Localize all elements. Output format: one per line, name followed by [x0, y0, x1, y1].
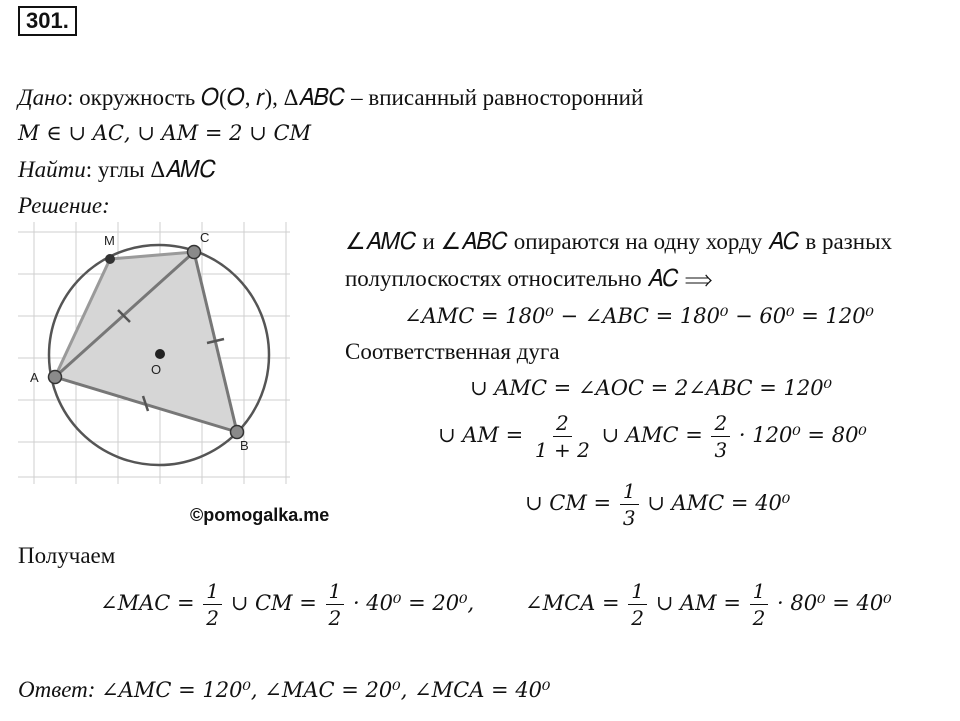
point-c	[188, 246, 201, 259]
point-o	[155, 349, 165, 359]
right-line-7	[525, 478, 790, 531]
obtain-left	[100, 578, 474, 631]
fraction: $\frac{1}{2}$	[326, 578, 345, 631]
right-line-5: ∪ 𝐴𝑀𝐶 = ∠𝐴𝑂𝐶 = 2∠𝐴𝐵𝐶 = 120⁰	[470, 376, 833, 400]
obtain-left-b: ∪ 𝐶𝑀 =	[230, 591, 317, 615]
right-line-1: ∠𝐴𝑀𝐶 и ∠𝐴𝐵𝐶 опираются на одну хорду 𝐴𝐶 в разных	[345, 229, 893, 254]
label-b: B	[240, 438, 249, 453]
obtain-right-b: ∪ 𝐴𝑀 =	[655, 591, 741, 615]
obtain-right-a: ∠𝑀𝐶𝐴 =	[525, 591, 620, 615]
label-m: M	[104, 233, 115, 248]
fraction: $\frac{1}{2}$	[203, 578, 222, 631]
right-line-2: полуплоскостях относительно 𝐴𝐶 ⟹	[345, 266, 713, 291]
label-c: C	[200, 230, 210, 245]
given-condition: 𝑀 ∈ ∪ 𝐴𝐶, ∪ 𝐴𝑀 = 2 ∪ 𝐶𝑀	[18, 121, 312, 145]
answer-text: ∠𝐴𝑀𝐶 = 120⁰, ∠𝑀𝐴𝐶 = 20⁰, ∠𝑀𝐶𝐴 = 40⁰	[101, 678, 551, 702]
obtain-label: Получаем	[18, 543, 116, 568]
point-a	[49, 371, 62, 384]
answer-line	[18, 676, 550, 704]
answer-label: Ответ:	[18, 677, 96, 702]
eq7-part-a: ∪ 𝐶𝑀 =	[525, 491, 612, 515]
eq6-part-c: · 120⁰ = 80⁰	[738, 423, 867, 447]
point-m	[105, 254, 115, 264]
fraction: $\frac{1}{2}$	[628, 578, 647, 631]
right-line-4: Соответственная дуга	[345, 339, 560, 364]
given-text: : окружность 𝑂(𝑂, 𝑟), Δ𝐴𝐵𝐶 – вписанный равносторонний	[67, 85, 644, 110]
problem-number: 301.	[18, 6, 77, 36]
fraction: $\frac{1}{2}$	[750, 578, 769, 631]
fraction: $\frac{2}{1 + 2}$	[534, 411, 590, 462]
label-o: O	[151, 362, 162, 377]
given-label: Дано	[18, 85, 68, 110]
find-text: : углы Δ𝐴𝑀𝐶	[85, 157, 217, 182]
right-line-3: ∠𝐴𝑀𝐶 = 180⁰ − ∠𝐴𝐵𝐶 = 180⁰ − 60⁰ = 120⁰	[404, 304, 874, 328]
geometry-figure	[18, 222, 290, 484]
obtain-left-a: ∠𝑀𝐴𝐶 =	[100, 591, 195, 615]
find-line	[18, 156, 216, 184]
given-line	[18, 84, 643, 112]
label-a: A	[30, 370, 39, 385]
watermark: ©pomogalka.me	[190, 505, 330, 525]
obtain-right	[525, 578, 892, 631]
eq7-part-b: ∪ 𝐴𝑀𝐶 = 40⁰	[647, 491, 791, 515]
fraction: $\frac{2}{3}$	[711, 410, 730, 463]
eq6-part-a: ∪ 𝐴𝑀 =	[438, 423, 524, 447]
fraction: $\frac{1}{3}$	[620, 478, 639, 531]
obtain-left-c: · 40⁰ = 20⁰,	[352, 591, 475, 615]
eq6-part-b: ∪ 𝐴𝑀𝐶 =	[601, 423, 703, 447]
find-label: Найти	[18, 157, 86, 182]
obtain-right-c: · 80⁰ = 40⁰	[777, 591, 892, 615]
point-b	[231, 426, 244, 439]
solution-label: Решение:	[18, 193, 110, 218]
right-line-6	[438, 410, 867, 463]
